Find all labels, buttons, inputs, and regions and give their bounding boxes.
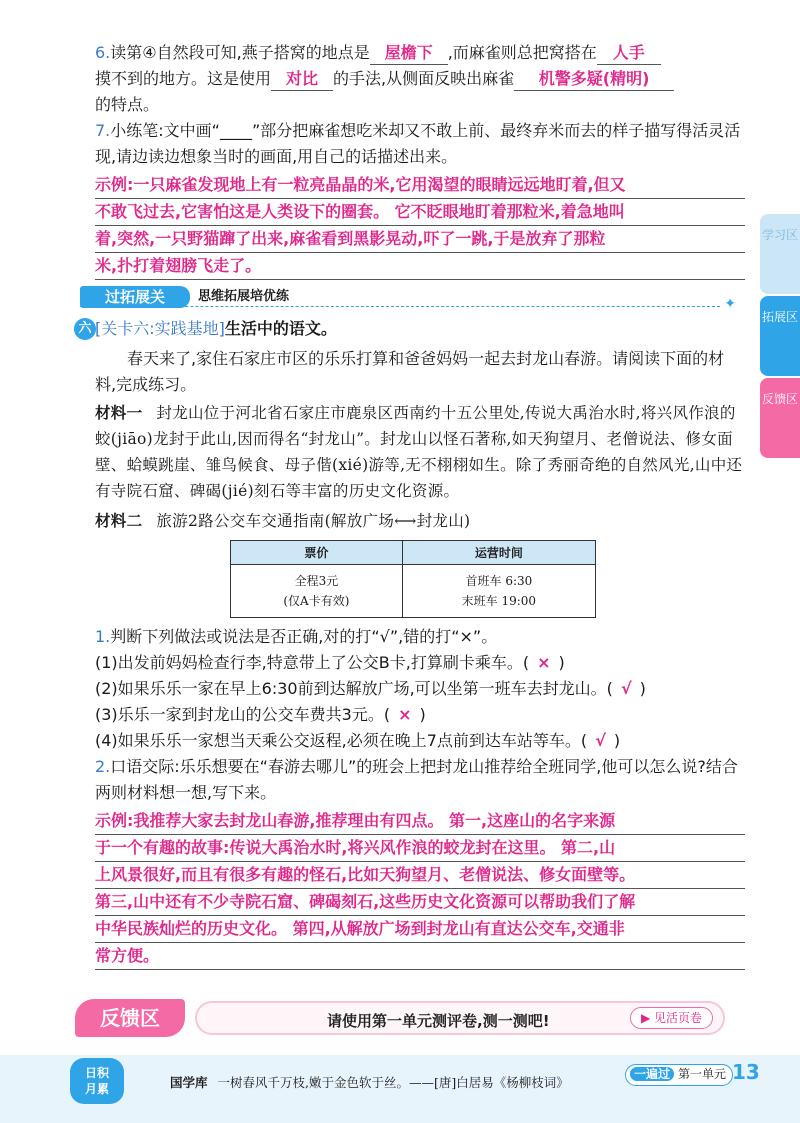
side-tab-extend[interactable]: 拓展区 bbox=[760, 296, 800, 376]
see-sheet-button[interactable]: ▶ 见活页卷 bbox=[630, 1007, 713, 1029]
feedback-bar bbox=[195, 1001, 725, 1035]
table-cell-time: 首班车 6:30 末班车 19:00 bbox=[402, 565, 595, 618]
answer-blank: 人手 bbox=[597, 42, 661, 65]
material-2: 材料二 旅游2路公交车交通指南(解放广场⟷封龙山) bbox=[95, 512, 471, 530]
footer-quote: 国学库 一树春风千万枝,嫩于金色软于丝。——[唐]白居易《杨柳枝词》 bbox=[170, 1075, 569, 1090]
side-tab-study[interactable]: 学习区 bbox=[760, 214, 800, 294]
section-divider bbox=[80, 306, 720, 307]
question-number: 7. bbox=[95, 121, 111, 140]
answer-line: 不敢飞过去,它害怕这是人类设下的圈套。 它不眨眼地盯着那粒米,着急地叫 bbox=[95, 199, 745, 226]
feedback-box bbox=[75, 995, 735, 1045]
feedback-text: 请使用第一单元测评卷,测一测吧! bbox=[327, 1012, 550, 1030]
answer-line: 着,突然,一只野猫蹿了出来,麻雀看到黑影晃动,吓了一跳,于是放弃了那粒 bbox=[95, 226, 745, 253]
daily-logo: 日积 月累 bbox=[70, 1058, 124, 1104]
unit-badge: 一遍过 第一单元 bbox=[625, 1064, 733, 1086]
answer-line: 第三,山中还有不少寺院石窟、碑碣刻石,这些历史文化资源可以帮助我们了解 bbox=[95, 889, 745, 916]
question-7: 7.小练笔:文中画“____”部分把麻雀想吃米却又不敢上前、最终弃米而去的样子描写得活灵活现,请边读边想象当时的画面,用自己的话描述出来。 bbox=[95, 121, 741, 166]
answer-q7 bbox=[95, 172, 745, 280]
answer-blank: 机警多疑(精明) bbox=[514, 68, 674, 91]
judge-item: (1)出发前妈妈检查行李,特意带上了公交B卡,打算刷卡乘车。( × ) bbox=[95, 653, 565, 672]
side-tab-feedback[interactable]: 反馈区 bbox=[760, 378, 800, 458]
section-tab: 过拓展关 bbox=[80, 286, 190, 308]
feedback-label: 反馈区 bbox=[75, 999, 185, 1037]
practice-section bbox=[95, 316, 745, 970]
judge-item: (2)如果乐乐一家在早上6:30前到达解放广场,可以坐第一班车去封龙山。( √ ) bbox=[95, 679, 646, 698]
star-icon: ✦ bbox=[724, 296, 736, 312]
page-number: 13 bbox=[732, 1060, 760, 1084]
answer-line: 示例:一只麻雀发现地上有一粒亮晶晶的米,它用渴望的眼睛远远地盯着,但又 bbox=[95, 172, 745, 199]
answer-line: 上风景很好,而且有很多有趣的怪石,比如天狗望月、老僧说法、修女面壁等。 bbox=[95, 862, 745, 889]
table-header: 票价 bbox=[231, 541, 403, 565]
question-number: 6. bbox=[95, 43, 111, 62]
top-questions bbox=[95, 40, 745, 280]
answer-blank: 对比 bbox=[271, 68, 333, 91]
answer-line: 米,扑打着翅膀飞走了。 bbox=[95, 253, 745, 280]
judge-item: (3)乐乐一家到封龙山的公交车费共3元。( × ) bbox=[95, 705, 426, 724]
section-subtitle: 思维拓展培优练 bbox=[198, 289, 290, 304]
answer-line: 常方便。 bbox=[95, 943, 745, 970]
section-header bbox=[80, 286, 740, 312]
answer-blank: 屋檐下 bbox=[370, 42, 448, 65]
table-header: 运营时间 bbox=[402, 541, 595, 565]
sub-question-1: 1.判断下列做法或说法是否正确,对的打“√”,错的打“×”。 bbox=[95, 627, 498, 646]
practice-title: [关卡六:实践基地]生活中的语文。 bbox=[95, 319, 337, 338]
sub-question-2: 2.口语交际:乐乐想要在“春游去哪儿”的班会上把封龙山推荐给全班同学,他可以怎么说?结合两则材料想一想,写下来。 bbox=[95, 757, 738, 802]
answer-line: 于一个有趣的故事:传说大禹治水时,将兴风作浪的蛟龙封在这里。 第二,山 bbox=[95, 835, 745, 862]
practice-intro: 春天来了,家住石家庄市区的乐乐打算和爸爸妈妈一起去封龙山春游。请阅读下面的材料,完成练习。 bbox=[95, 349, 725, 394]
bus-table bbox=[230, 540, 596, 618]
material-1: 材料一 封龙山位于河北省石家庄市鹿泉区西南约十五公里处,传说大禹治水时,将兴风作浪的蛟(jiāo)龙封于此山,因而得名“封龙山”。封龙山以怪石著称,如天狗望月、老僧说法、修女面壁、蛤蟆跳崖、雏鸟候食、母子偕(xié)游等,无不栩栩如生。除了秀丽奇绝的自然风光,山中还有寺院石窟、碑碣(jié)刻石等丰富的历史文化资源。 bbox=[95, 404, 743, 500]
answer-line: 中华民族灿烂的历史文化。 第四,从解放广场到封龙山有直达公交车,交通非 bbox=[95, 916, 745, 943]
question-6: 6.读第④自然段可知,燕子搭窝的地点是 屋檐下 ,而麻雀则总把窝搭在 人手 摸不到的地方。这是使用 对比 的手法,从侧面反映出麻雀 机警多疑(精明) 的特点。 bbox=[95, 40, 745, 118]
table-cell-fare: 全程3元 (仅A卡有效) bbox=[231, 565, 403, 618]
judge-item: (4)如果乐乐一家想当天乘公交返程,必须在晚上7点前到达车站等车。( √ ) bbox=[95, 731, 621, 750]
answer-q2 bbox=[95, 808, 745, 970]
question-badge: 六 bbox=[74, 318, 96, 340]
answer-line: 示例:我推荐大家去封龙山春游,推荐理由有四点。 第一,这座山的名字来源 bbox=[95, 808, 745, 835]
side-tabs bbox=[760, 214, 800, 460]
